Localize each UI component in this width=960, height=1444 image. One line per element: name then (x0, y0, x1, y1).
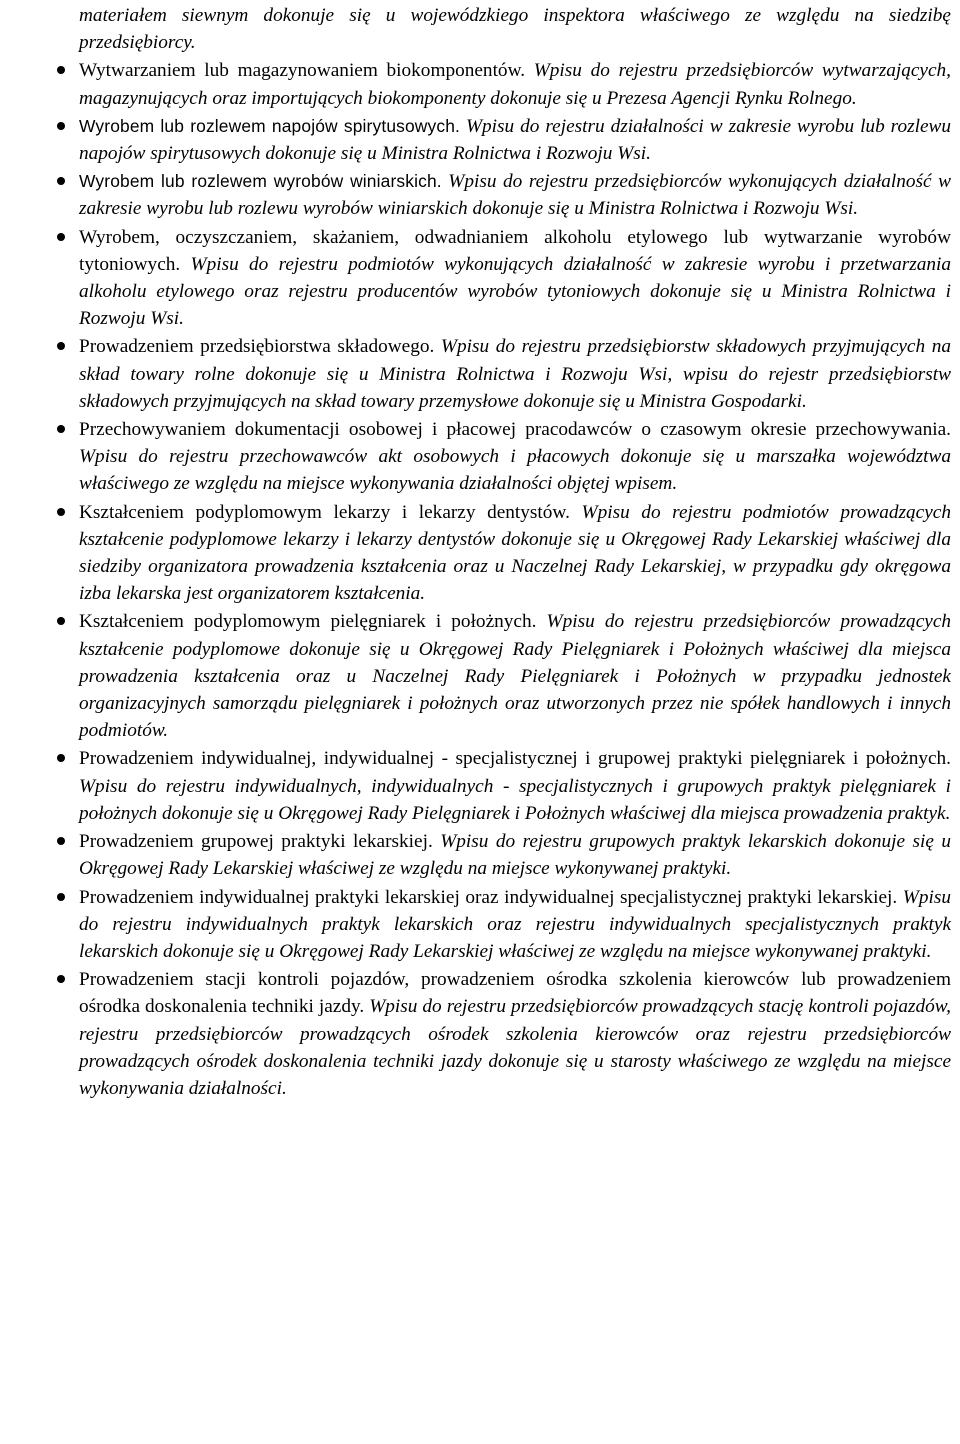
list-item (79, 57, 951, 111)
bullet-icon (57, 617, 65, 625)
list-item (79, 499, 951, 608)
bullet-icon (57, 342, 65, 350)
bullet-icon (57, 425, 65, 433)
list-item (79, 416, 951, 498)
item-lead-text: Wyrobem, oczyszczaniem, skażaniem, odwadnianiem alkoholu etylowego lub wytwarzanie wyrobów tytoniowych. (79, 226, 951, 275)
item-lead-text: Kształceniem podyplomowym pielęgniarek i położnych. (79, 611, 537, 633)
item-detail-text: Wpisu do rejestru podmiotów wykonujących działalność w zakresie wyrobu i przetwarzania alkoholu etylowego oraz rejestru producentów wyrobów tytoniowych dokonuje się u Ministra Rolnictwa i Rozwoju Wsi. (79, 253, 951, 330)
item-detail-text: Wpisu do rejestru indywidualnych, indywidualnych - specjalistycznych i grupowych praktyk pielęgniarek i położnych dokonuje się u Okręgowej Rady Pielęgniarek i Położnych właściwej dla miejsca prowadzenia praktyk. (79, 775, 951, 824)
item-lead-text: Przechowywaniem dokumentacji osobowej i płacowej pracodawców o czasowym okresie przechowywania. (79, 419, 951, 441)
bullet-icon (57, 508, 65, 516)
list-item (79, 608, 951, 744)
item-detail-text: Wpisu do rejestru podmiotów prowadzących kształcenie podyplomowe lekarzy i lekarzy dentystów dokonuje się u Okręgowej Rady Lekarskiej właściwej dla siedziby organizatora prowadzenia kształcenia oraz u Naczelnej Rady Lekarskiej, w przypadku gdy okręgowa izba lekarska jest organizatorem kształcenia. (79, 501, 951, 605)
bullet-icon (57, 66, 65, 74)
bullet-icon (57, 754, 65, 762)
list-item (79, 333, 951, 415)
item-lead-text: Prowadzeniem indywidualnej, indywidualnej - specjalistycznej i grupowej praktyki pielęgniarek i położnych. (79, 748, 951, 770)
item-detail-text: Wpisu do rejestru przedsiębiorców prowadzących stację kontroli pojazdów, rejestru przedsiębiorców prowadzących ośrodek szkolenia kierowców oraz rejestru przedsiębiorców prowadzących ośrodek doskonalenia techniki jazdy dokonuje się u starosty właściwego ze względu na miejsce wykonywania działalności. (79, 996, 951, 1099)
list-item (79, 224, 951, 333)
item-lead-text: Wytwarzaniem lub magazynowaniem biokomponentów. (79, 60, 526, 82)
item-detail-text: Wpisu do rejestru przedsiębiorców wytwarzających, magazynujących oraz importujących biokomponenty dokonuje się u Prezesa Agencji Rynku Rolnego. (79, 60, 951, 109)
list-item (79, 113, 951, 167)
list-item (79, 168, 951, 222)
bullet-icon (57, 893, 65, 901)
bullet-icon (57, 177, 65, 185)
item-lead-text: Kształceniem podyplomowym lekarzy i lekarzy dentystów. (79, 501, 570, 523)
item-lead-text: Wyrobem lub rozlewem napojów spirytusowych. (79, 115, 461, 136)
item-detail-text: Wpisu do rejestru przechowawców akt osobowych i płacowych dokonuje się u marszałka województwa właściwego ze względu na miejsce wykonywania działalności objętej wpisem. (79, 446, 951, 495)
item-detail-text: Wpisu do rejestru indywidualnych praktyk lekarskich oraz rejestru indywidualnych specjalistycznych praktyk lekarskich dokonuje się u Okręgowej Rady Lekarskiej właściwej ze względu na miejsce wykonywanej praktyki. (79, 886, 951, 962)
item-detail-text: Wpisu do rejestru grupowych praktyk lekarskich dokonuje się u Okręgowej Rady Lekarskiej właściwej ze względu na miejsce wykonywanej praktyki. (79, 831, 951, 880)
item-lead-text: Prowadzeniem stacji kontroli pojazdów, prowadzeniem ośrodka szkolenia kierowców lub prowadzeniem ośrodka doskonalenia techniki jazdy. (79, 969, 951, 1018)
item-detail-text: Wpisu do rejestru przedsiębiorstw składowych przyjmujących na skład towary rolne dokonuje się u Ministra Rolnictwa i Rozwoju Wsi, wpisu do rejestr przedsiębiorstw składowych przyjmujących na skład towary przemysłowe dokonuje się u Ministra Gospodarki. (79, 336, 952, 412)
item-lead-text: Prowadzeniem przedsiębiorstwa składowego. (79, 336, 435, 358)
list-item (79, 828, 951, 882)
item-lead-text: Prowadzeniem indywidualnej praktyki lekarskiej oraz indywidualnej specjalistycznej praktyki lekarskiej. (79, 886, 898, 908)
bullet-icon (57, 975, 65, 983)
item-lead-text: Prowadzeniem grupowej praktyki lekarskiej. (79, 831, 433, 853)
list-item (79, 745, 951, 827)
item-detail-text: Wpisu do rejestru przedsiębiorców wykonujących działalność w zakresie wyrobu lub rozlewu wyrobów winiarskich dokonuje się u Ministra Rolnictwa i Rozwoju Wsi. (79, 171, 951, 220)
list-item (79, 884, 951, 966)
item-detail-text: Wpisu do rejestru działalności w zakresie wyrobu lub rozlewu napojów spirytusowych dokonuje się u Ministra Rolnictwa i Rozwoju Wsi. (79, 115, 952, 165)
continuation-text: materiałem siewnym dokonuje się u wojewódzkiego inspektora właściwego ze względu na siedzibę przedsiębiorcy. (79, 5, 951, 54)
item-lead-text: Wyrobem lub rozlewem wyrobów winiarskich. (79, 171, 442, 192)
continuation-paragraph (79, 2, 951, 56)
item-detail-text: Wpisu do rejestru przedsiębiorców prowadzących kształcenie podyplomowe dokonuje się u Okręgowej Rady Pielęgniarek i Położnych właściwej dla miejsca prowadzenia kształcenia oraz u Naczelnej Rady Pielęgniarek i Położnych w przypadku jednostek organizacyjnych samorządu pielęgniarek i położnych oraz utworzonych przez nie spółek handlowych i innych podmiotów. (79, 611, 952, 742)
bullet-icon (57, 122, 65, 130)
list-item (79, 966, 951, 1102)
bullet-icon (57, 837, 65, 845)
bullet-icon (57, 233, 65, 241)
